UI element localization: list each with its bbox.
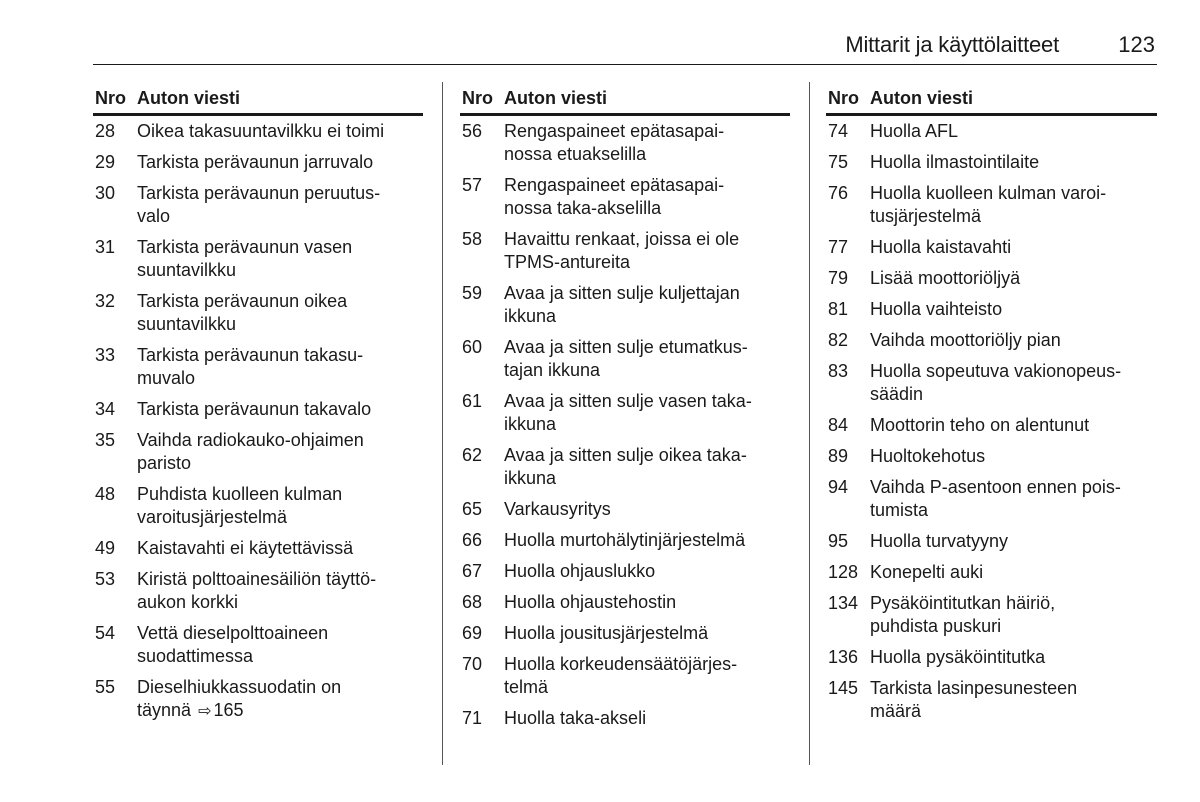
message-text: tumista [870,500,929,520]
table-row [93,429,423,475]
message-text: Vaihda moottoriöljy pian [870,330,1061,350]
message-number: 71 [462,708,483,728]
message-number: 49 [95,538,116,558]
message-text: Rengaspaineet epätasapai- [504,175,725,195]
message-text: Konepelti auki [870,562,984,582]
message-text: Rengaspaineet epätasapai- [504,121,725,141]
table-row [460,498,790,521]
message-text: Huolla turvatyyny [870,531,1009,551]
message-text: Huolla vaihteisto [870,299,1003,319]
table-row [460,560,790,583]
message-number: 81 [828,299,849,319]
message-text: Pysäköintitutkan häiriö, [870,593,1056,613]
message-text: tajan ikkuna [504,360,601,380]
message-text: Huolla ohjaustehostin [504,592,677,612]
message-text: Havaittu renkaat, joissa ei ole [504,229,740,249]
table-row [93,151,423,174]
message-number: 65 [462,499,483,519]
message-text: Huolla jousitusjärjestelmä [504,623,709,643]
table-row [826,120,1157,143]
message-text: Kiristä polttoainesäiliön täyttö- [137,569,377,589]
message-number: 33 [95,345,116,365]
message-number: 54 [95,623,116,643]
message-number: 75 [828,152,849,172]
table-row [826,530,1157,553]
table-row [93,676,423,723]
table-row [460,707,790,730]
table-row [93,182,423,228]
message-text: Dieselhiukkassuodatin on [137,677,342,697]
message-number: 77 [828,237,849,257]
message-text: nossa etuakselilla [504,144,647,164]
message-text: TPMS-antureita [504,252,631,272]
table-row [460,282,790,328]
message-number: 79 [828,268,849,288]
table-header [93,86,423,116]
message-text: paristo [137,453,192,473]
message-number: 82 [828,330,849,350]
message-text: Huolla taka-akseli [504,708,647,728]
table-row [93,537,423,560]
table-row [826,151,1157,174]
message-text: Huolla sopeutuva vakionopeus- [870,361,1122,381]
message-number: 68 [462,592,483,612]
message-text: Vaihda P-asentoon ennen pois- [870,477,1121,497]
message-number: 58 [462,229,483,249]
table-row [460,529,790,552]
table-row [93,398,423,421]
table-header [460,86,790,116]
header-message: Auton viesti [137,88,241,108]
table-row [460,228,790,274]
message-table-column-2 [460,86,790,738]
table-row [826,476,1157,522]
message-number: 56 [462,121,483,141]
message-text: Huolla korkeudensäätöjärjes- [504,654,738,674]
table-row [826,561,1157,584]
message-number: 60 [462,337,483,357]
message-text: Huolla ohjauslukko [504,561,656,581]
message-text: puhdista puskuri [870,616,1002,636]
message-number: 53 [95,569,116,589]
message-text: Huolla murtohälytinjärjestelmä [504,530,746,550]
message-number: 29 [95,152,116,172]
table-row [460,174,790,220]
message-text: Huolla AFL [870,121,959,141]
message-number: 66 [462,530,483,550]
message-text: ikkuna [504,414,557,434]
message-number: 134 [828,593,859,613]
message-text: määrä [870,701,922,721]
page-header [93,30,1157,65]
message-text: telmä [504,677,549,697]
message-text: Avaa ja sitten sulje oikea taka- [504,445,747,465]
message-text: Avaa ja sitten sulje vasen taka- [504,391,752,411]
message-text: Huolla ilmastointilaite [870,152,1040,172]
message-text: Tarkista perävaunun takasu- [137,345,364,365]
table-row [460,622,790,645]
table-row [93,290,423,336]
message-text: Tarkista perävaunun vasen [137,237,353,257]
message-text: ikkuna [504,306,557,326]
table-row [460,336,790,382]
table-row [93,120,423,143]
table-row [460,591,790,614]
message-number: 145 [828,678,859,698]
message-text: Puhdista kuolleen kulman [137,484,343,504]
message-number: 34 [95,399,116,419]
table-header [826,86,1157,116]
message-number: 61 [462,391,483,411]
section-title: Mittarit ja käyttölaitteet [845,32,1059,57]
message-text: Moottorin teho on alentunut [870,415,1090,435]
table-row [93,344,423,390]
page-reference-arrow-icon: ⇨ [198,703,212,720]
message-number: 89 [828,446,849,466]
message-text: Avaa ja sitten sulje etumatkus- [504,337,748,357]
page-reference-link[interactable]: 165 [213,700,244,720]
message-text: suodattimessa [137,646,254,666]
message-number: 67 [462,561,483,581]
message-text: Vaihda radiokauko-ohjaimen [137,430,364,450]
message-text: Avaa ja sitten sulje kuljettajan [504,283,740,303]
table-row [826,445,1157,468]
header-nro: Nro [828,88,859,108]
message-number: 84 [828,415,849,435]
message-number: 76 [828,183,849,203]
message-number: 57 [462,175,483,195]
message-table-column-3 [826,86,1157,731]
message-number: 30 [95,183,116,203]
message-table-column-1 [93,86,423,731]
message-number: 59 [462,283,483,303]
message-text: valo [137,206,171,226]
message-text: Tarkista perävaunun peruutus- [137,183,381,203]
message-number: 48 [95,484,116,504]
message-number: 128 [828,562,859,582]
message-text: varoitusjärjestelmä [137,507,288,527]
message-text: suuntavilkku [137,260,237,280]
message-number: 32 [95,291,116,311]
table-row [826,267,1157,290]
table-row [93,483,423,529]
message-text: Tarkista perävaunun takavalo [137,399,372,419]
table-row [460,444,790,490]
table-row [460,120,790,166]
table-row [93,236,423,282]
message-text: Huolla kuolleen kulman varoi- [870,183,1107,203]
message-text: aukon korkki [137,592,239,612]
message-text: Huolla pysäköintitutka [870,647,1046,667]
table-row [460,653,790,699]
message-number: 95 [828,531,849,551]
message-number: 136 [828,647,859,667]
message-number: 94 [828,477,849,497]
table-row [826,414,1157,437]
table-row [826,329,1157,352]
header-nro: Nro [95,88,126,108]
table-row [826,677,1157,723]
message-text: Huoltokehotus [870,446,986,466]
message-number: 83 [828,361,849,381]
table-row [93,568,423,614]
message-text [137,699,423,723]
table-row [826,182,1157,228]
header-nro: Nro [462,88,493,108]
message-text: Tarkista perävaunun oikea [137,291,348,311]
message-text: nossa taka-akselilla [504,198,662,218]
message-number: 55 [95,677,116,697]
message-text-line: täynnä [137,700,192,720]
message-number: 35 [95,430,116,450]
column-divider [809,82,810,765]
message-number: 31 [95,237,116,257]
message-text: tusjärjestelmä [870,206,982,226]
message-text: Varkausyritys [504,499,611,519]
message-text: säädin [870,384,924,404]
table-row [826,360,1157,406]
table-row [826,236,1157,259]
message-text: Tarkista lasinpesunesteen [870,678,1078,698]
message-number: 74 [828,121,849,141]
message-text: muvalo [137,368,196,388]
table-row [826,592,1157,638]
message-text: Huolla kaistavahti [870,237,1012,257]
table-row [93,622,423,668]
message-number: 62 [462,445,483,465]
message-text: Kaistavahti ei käytettävissä [137,538,354,558]
message-text: Lisää moottoriöljyä [870,268,1021,288]
table-row [826,298,1157,321]
message-text: Tarkista perävaunun jarruvalo [137,152,374,172]
header-message: Auton viesti [504,88,608,108]
column-divider [442,82,443,765]
table-row [460,390,790,436]
message-text: Oikea takasuuntavilkku ei toimi [137,121,385,141]
message-text: ikkuna [504,468,557,488]
message-number: 28 [95,121,116,141]
message-number: 70 [462,654,483,674]
message-text: suuntavilkku [137,314,237,334]
message-text: Vettä dieselpolttoaineen [137,623,329,643]
message-number: 69 [462,623,483,643]
header-message: Auton viesti [870,88,974,108]
page-number: 123 [1118,32,1155,57]
table-row [826,646,1157,669]
